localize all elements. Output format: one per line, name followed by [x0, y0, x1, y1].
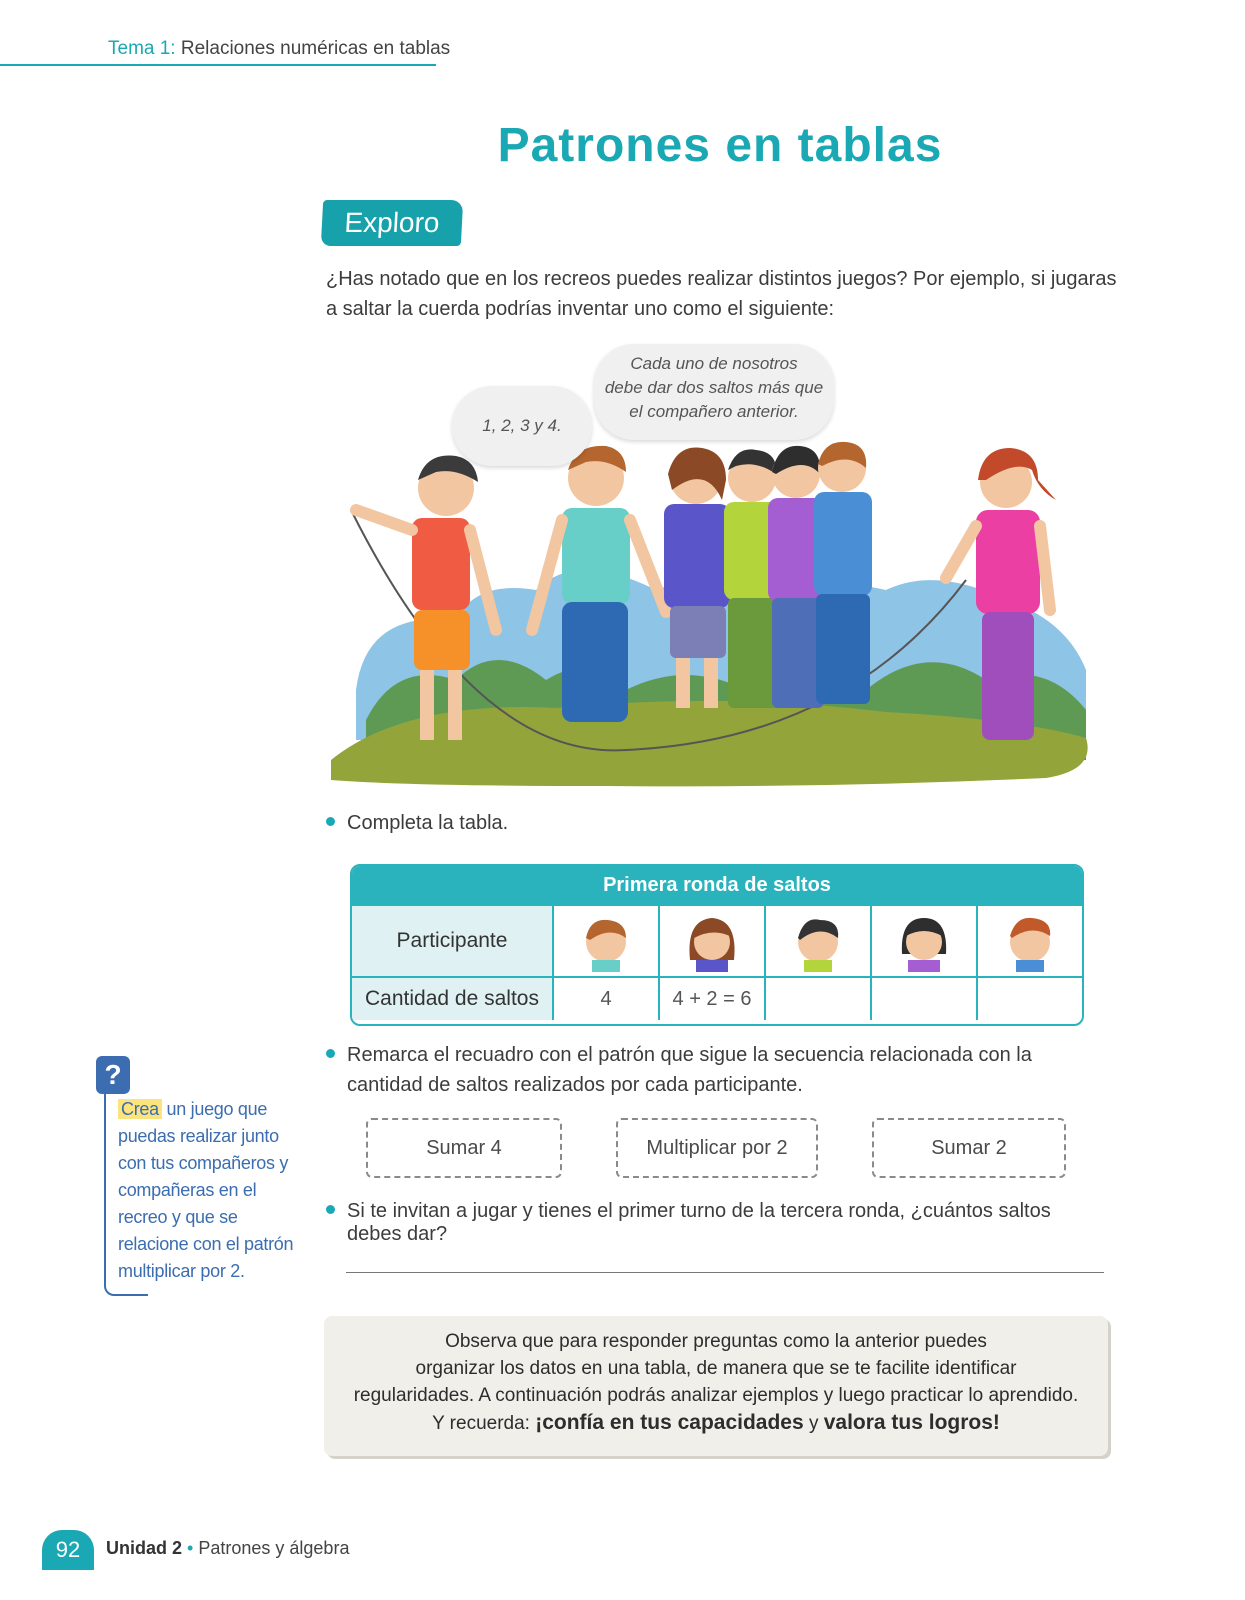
bullet-dot [326, 1205, 335, 1214]
bubble-line-2: debe dar dos saltos más que [604, 378, 824, 397]
intro-paragraph: ¿Has notado que en los recreos puedes realizar distintos juegos? Por ejemplo, si jugaras a saltar la cuerda podrías inventar uno como el siguiente: [326, 268, 1117, 320]
boy-face-icon [576, 910, 636, 972]
bullet-text: Remarca el recuadro con el patrón que sigue la secuencia relacionada con la cantidad de saltos realizados por cada participante. [347, 1044, 1032, 1096]
bullet-third-round [326, 1200, 1116, 1246]
speech-bubble-counting: 1, 2, 3 y 4. [452, 386, 592, 466]
footer-unit-topic: Patrones y álgebra [198, 1538, 350, 1558]
footer-separator: • [187, 1538, 194, 1558]
bullet-dot [326, 1049, 335, 1058]
bullet-text: Si te invitan a jugar y tienes el primer turno de la tercera ronda, ¿cuántos saltos debes dar? [347, 1200, 1051, 1245]
jumps-cell-5[interactable] [978, 978, 1082, 1020]
tip-mid: y [808, 1413, 819, 1434]
table-row-participants [352, 904, 1082, 976]
participant-face-5 [978, 906, 1082, 976]
page-title: Patrones en tablas [497, 119, 943, 172]
tip-box [324, 1316, 1108, 1456]
tip-line-4 [324, 1409, 1108, 1437]
jump-rope-illustration [326, 340, 1116, 800]
sidebar-highlight-word: Crea [118, 1099, 162, 1119]
pattern-option-multiply-2[interactable]: Multiplicar por 2 [616, 1118, 818, 1178]
topic-name: Relaciones numéricas en tablas [180, 38, 451, 59]
header-rule [0, 64, 436, 66]
tip-line-3: regularidades. A continuación podrás analizar ejemplos y luego practicar lo aprendido. [353, 1385, 1079, 1406]
tip-bold-1: ¡confía en tus capacidades [535, 1411, 804, 1434]
section-tag-exploro: Exploro [321, 200, 463, 246]
participant-face-3 [766, 906, 872, 976]
jumps-table [350, 864, 1084, 1026]
table-row-jumps [352, 976, 1082, 1020]
boy-face-icon [1000, 910, 1060, 972]
bullet-dot [326, 817, 335, 826]
question-icon: ? [96, 1056, 130, 1094]
bubble-line-1: Cada uno de nosotros [630, 354, 798, 373]
tip-line-2: organizar los datos en una tabla, de manera que se te facilite identificar [415, 1358, 1017, 1379]
jumps-cell-3[interactable] [766, 978, 872, 1020]
boy-face-icon [788, 910, 848, 972]
row-label-participant: Participante [352, 906, 554, 976]
footer-unit [106, 1538, 349, 1559]
tip-bold-2: valora tus logros! [823, 1411, 1000, 1434]
bullet-highlight-pattern [326, 1040, 1116, 1100]
speech-bubble-rule [594, 344, 834, 440]
bubble-line-3: el compañero anterior. [629, 402, 799, 421]
topic-number: Tema 1: [108, 38, 176, 59]
bullet-complete-table [326, 812, 508, 835]
participant-face-1 [554, 906, 660, 976]
sidebar-text: un juego que puedas realizar junto con tus compañeros y compañeras en el recreo y que se relacione con el patrón multiplicar por 2. [118, 1099, 294, 1281]
tip-line-1: Observa que para responder preguntas como la anterior puedes [445, 1331, 987, 1352]
jumps-cell-2[interactable]: 4 + 2 = 6 [660, 978, 766, 1020]
footer-unit-name: Unidad 2 [106, 1538, 183, 1558]
sidebar-challenge [118, 1096, 298, 1285]
participant-face-2 [660, 906, 766, 976]
participant-face-4 [872, 906, 978, 976]
girl-face-icon [894, 910, 954, 972]
girl-face-icon [682, 910, 742, 972]
page-number: 92 [42, 1530, 94, 1570]
topic-header [108, 38, 450, 60]
pattern-option-add-4[interactable]: Sumar 4 [366, 1118, 562, 1178]
tip-prefix: Y recuerda: [432, 1413, 530, 1434]
jumps-cell-4[interactable] [872, 978, 978, 1020]
answer-line[interactable] [346, 1272, 1104, 1273]
table-title: Primera ronda de saltos [352, 866, 1082, 904]
row-label-jumps: Cantidad de saltos [352, 978, 554, 1020]
bullet-text: Completa la tabla. [347, 812, 509, 834]
pattern-option-add-2[interactable]: Sumar 2 [872, 1118, 1066, 1178]
jumps-cell-1[interactable]: 4 [554, 978, 660, 1020]
